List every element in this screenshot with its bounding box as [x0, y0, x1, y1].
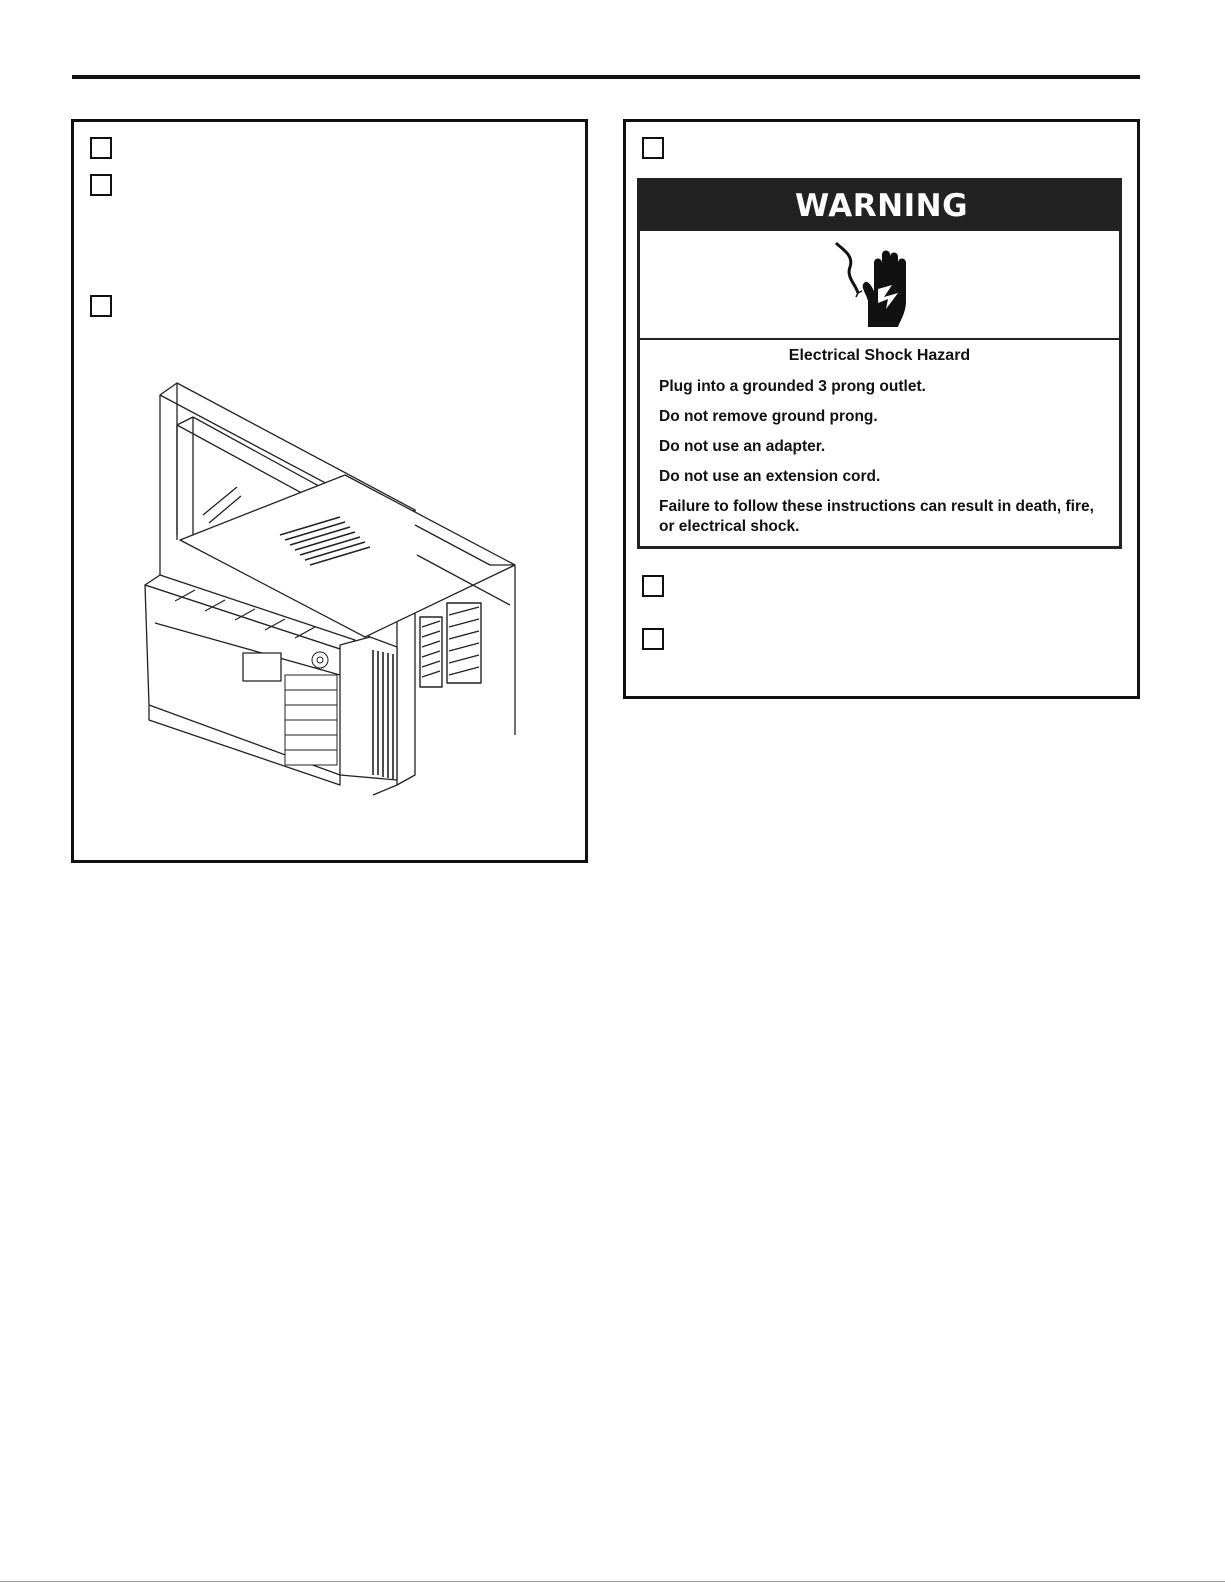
warning-instructions — [659, 377, 1104, 547]
step-checkbox[interactable] — [90, 295, 112, 317]
step-checkbox[interactable] — [642, 628, 664, 650]
step-checkbox[interactable] — [642, 575, 664, 597]
warning-instruction: Do not use an adapter. — [659, 438, 826, 455]
step-checkbox[interactable] — [90, 174, 112, 196]
warning-instruction: Failure to follow these instructions can result in death, fire, or electrical shock. — [659, 498, 1094, 535]
electrical-shock-hand-icon — [828, 241, 918, 331]
step-checkbox[interactable] — [90, 137, 112, 159]
bottom-rule — [0, 1581, 1225, 1582]
step-checkbox[interactable] — [642, 137, 664, 159]
electrical-warning-box — [637, 178, 1122, 549]
top-rule — [72, 75, 1140, 79]
hazard-title: Electrical Shock Hazard — [788, 347, 971, 364]
warning-divider — [640, 338, 1119, 340]
warning-banner — [640, 181, 1119, 231]
warning-instruction: Plug into a grounded 3 prong outlet. — [659, 378, 926, 395]
warning-instruction: Do not use an extension cord. — [659, 468, 881, 485]
warning-title: WARNING — [794, 188, 969, 224]
window-air-conditioner-illustration — [135, 375, 535, 825]
warning-instruction: Do not remove ground prong. — [659, 408, 878, 425]
